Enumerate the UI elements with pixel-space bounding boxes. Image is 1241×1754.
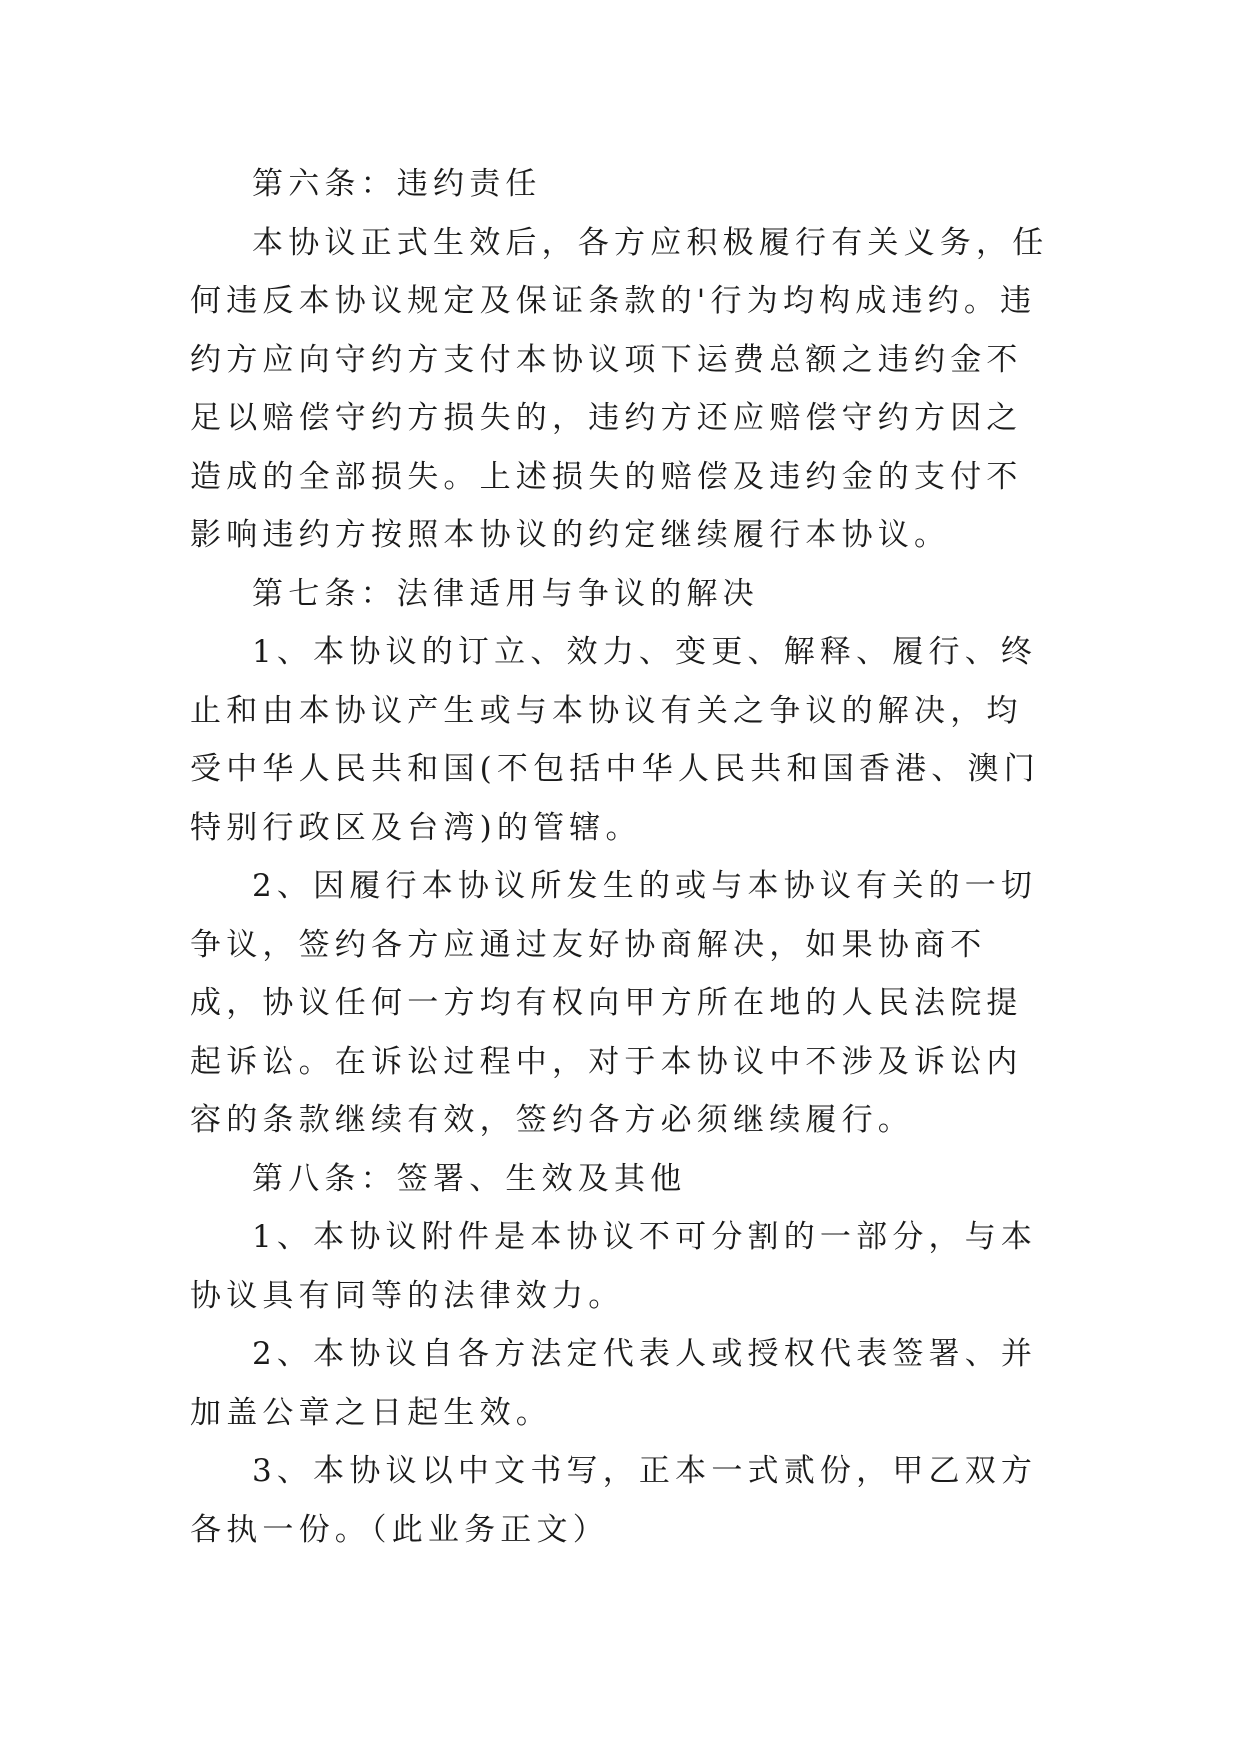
article-8-clause-2: 2、本协议自各方法定代表人或授权代表签署、并加盖公章之日起生效。: [190, 1336, 1038, 1431]
document-page: [190, 155, 1050, 1559]
article-8-clause-3: 3、本协议以中文书写，正本一式贰份，甲乙双方各执一份。（此业务正文）: [190, 1453, 1038, 1548]
article-7-clause-2: 2、因履行本协议所发生的或与本协议有关的一切争议，签约各方应通过友好协商解决，如果协商不成，协议任何一方均有权向甲方所在地的人民法院提起诉讼。在诉讼过程中，对于本协议中不涉及诉讼内容的条款继续有效，签约各方必须继续履行。: [190, 868, 1038, 1138]
article-6-heading: 第六条：违约责任: [252, 166, 542, 202]
article-6-paragraph: 本协议正式生效后，各方应积极履行有关义务，任何违反本协议规定及保证条款的'行为均构成违约。违约方应向守约方支付本协议项下运费总额之违约金不足以赔偿守约方损失的，违约方还应赔偿守约方因之造成的全部损失。上述损失的赔偿及违约金的支付不影响违约方按照本协议的约定继续履行本协议。: [190, 224, 1049, 553]
article-8-clause-1: 1、本协议附件是本协议不可分割的一部分，与本协议具有同等的法律效力。: [190, 1219, 1038, 1314]
article-7-clause-1: 1、本协议的订立、效力、变更、解释、履行、终止和由本协议产生或与本协议有关之争议的解决，均受中华人民共和国(不包括中华人民共和国香港、澳门特别行政区及台湾)的管辖。: [190, 634, 1040, 846]
article-7-heading: 第七条：法律适用与争议的解决: [252, 575, 759, 612]
article-8-heading: 第八条：签署、生效及其他: [252, 1160, 687, 1197]
